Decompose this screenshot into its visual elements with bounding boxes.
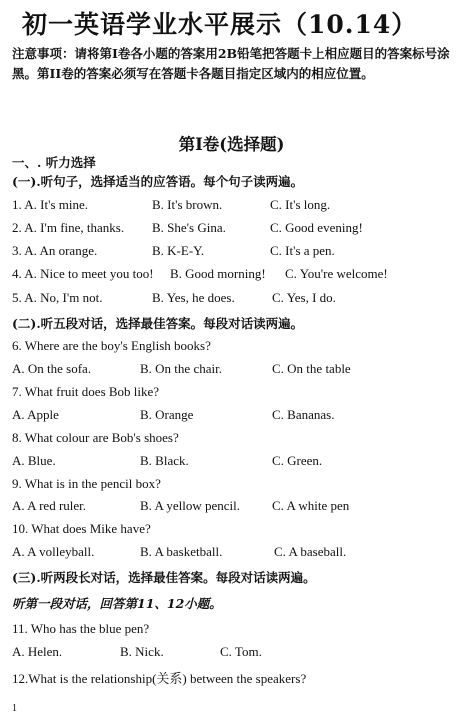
exam-notice: 注意事项：请将第Ⅰ卷各小题的答案用2B铅笔把答题卡上相应题目的答案标号涂黑。第II卷的答案必须写在答题卡各题目指定区域内的相应位置。 <box>12 46 450 81</box>
option-a: 5. A. No, I'm not. <box>12 290 103 305</box>
option-b: B. A yellow pencil. <box>140 498 241 513</box>
subsection-3-note: 听第一段对话，回答第11、12小题。 <box>12 596 222 611</box>
option-b: B. Nick. <box>120 644 164 659</box>
option-b: B. Black. <box>140 453 189 468</box>
option-b: B. Yes, he does. <box>152 290 235 305</box>
option-c: C. Bananas. <box>272 407 335 422</box>
option-c: C. A baseball. <box>274 544 347 559</box>
option-a: 4. A. Nice to meet you too! <box>12 266 154 281</box>
option-b: B. It's brown. <box>152 197 223 212</box>
option-a: 1. A. It's mine. <box>12 197 89 212</box>
option-b: B. Good morning! <box>170 266 266 281</box>
option-a: A. Helen. <box>12 644 63 659</box>
option-c: C. On the table <box>272 361 351 376</box>
option-a: A. Blue. <box>12 453 56 468</box>
question-text: 8. What colour are Bob's shoes? <box>12 430 179 445</box>
question-text: 6. Where are the boy's English books? <box>12 338 211 353</box>
option-b: B. A basketball. <box>140 544 223 559</box>
subsection-3-instruction: (三).听两段长对话，选择最佳答案。每段对话读两遍。 <box>12 570 316 585</box>
option-b: B. Orange <box>140 407 194 422</box>
option-b: B. She's Gina. <box>152 220 226 235</box>
page-number: 1 <box>12 703 17 714</box>
question-text: 12.What is the relationship(关系) between the speakers? <box>12 671 307 686</box>
option-a: A. On the sofa. <box>12 361 92 376</box>
part-heading: 一、. 听力选择 <box>12 155 96 170</box>
option-a: 2. A. I'm fine, thanks. <box>12 220 125 235</box>
option-c: C. Green. <box>272 453 323 468</box>
option-a: A. A red ruler. <box>12 498 87 513</box>
option-c: C. Good evening! <box>270 220 363 235</box>
subsection-2-instruction: (二).听五段对话，选择最佳答案。每段对话读两遍。 <box>12 316 304 331</box>
exam-title: 初一英语学业水平展示（10.14） <box>22 10 418 39</box>
option-c: C. It's long. <box>270 197 331 212</box>
option-c: C. You're welcome! <box>285 266 388 281</box>
question-text: 10. What does Mike have? <box>12 521 151 536</box>
question-text: 9. What is in the pencil box? <box>12 476 161 491</box>
option-a: A. Apple <box>12 407 59 422</box>
question-text: 11. Who has the blue pen? <box>12 621 150 636</box>
option-c: C. It's a pen. <box>270 243 335 258</box>
section-heading: 第Ⅰ卷(选择题) <box>178 135 285 154</box>
option-a: A. A volleyball. <box>12 544 95 559</box>
question-text: 7. What fruit does Bob like? <box>12 384 160 399</box>
option-b: B. K-E-Y. <box>152 243 205 258</box>
option-b: B. On the chair. <box>140 361 222 376</box>
option-c: C. Yes, I do. <box>272 290 336 305</box>
option-a: 3. A. An orange. <box>12 243 98 258</box>
option-c: C. A white pen <box>272 498 350 513</box>
option-c: C. Tom. <box>220 644 262 659</box>
subsection-1-instruction: (一).听句子，选择适当的应答语。每个句子读两遍。 <box>12 174 304 189</box>
